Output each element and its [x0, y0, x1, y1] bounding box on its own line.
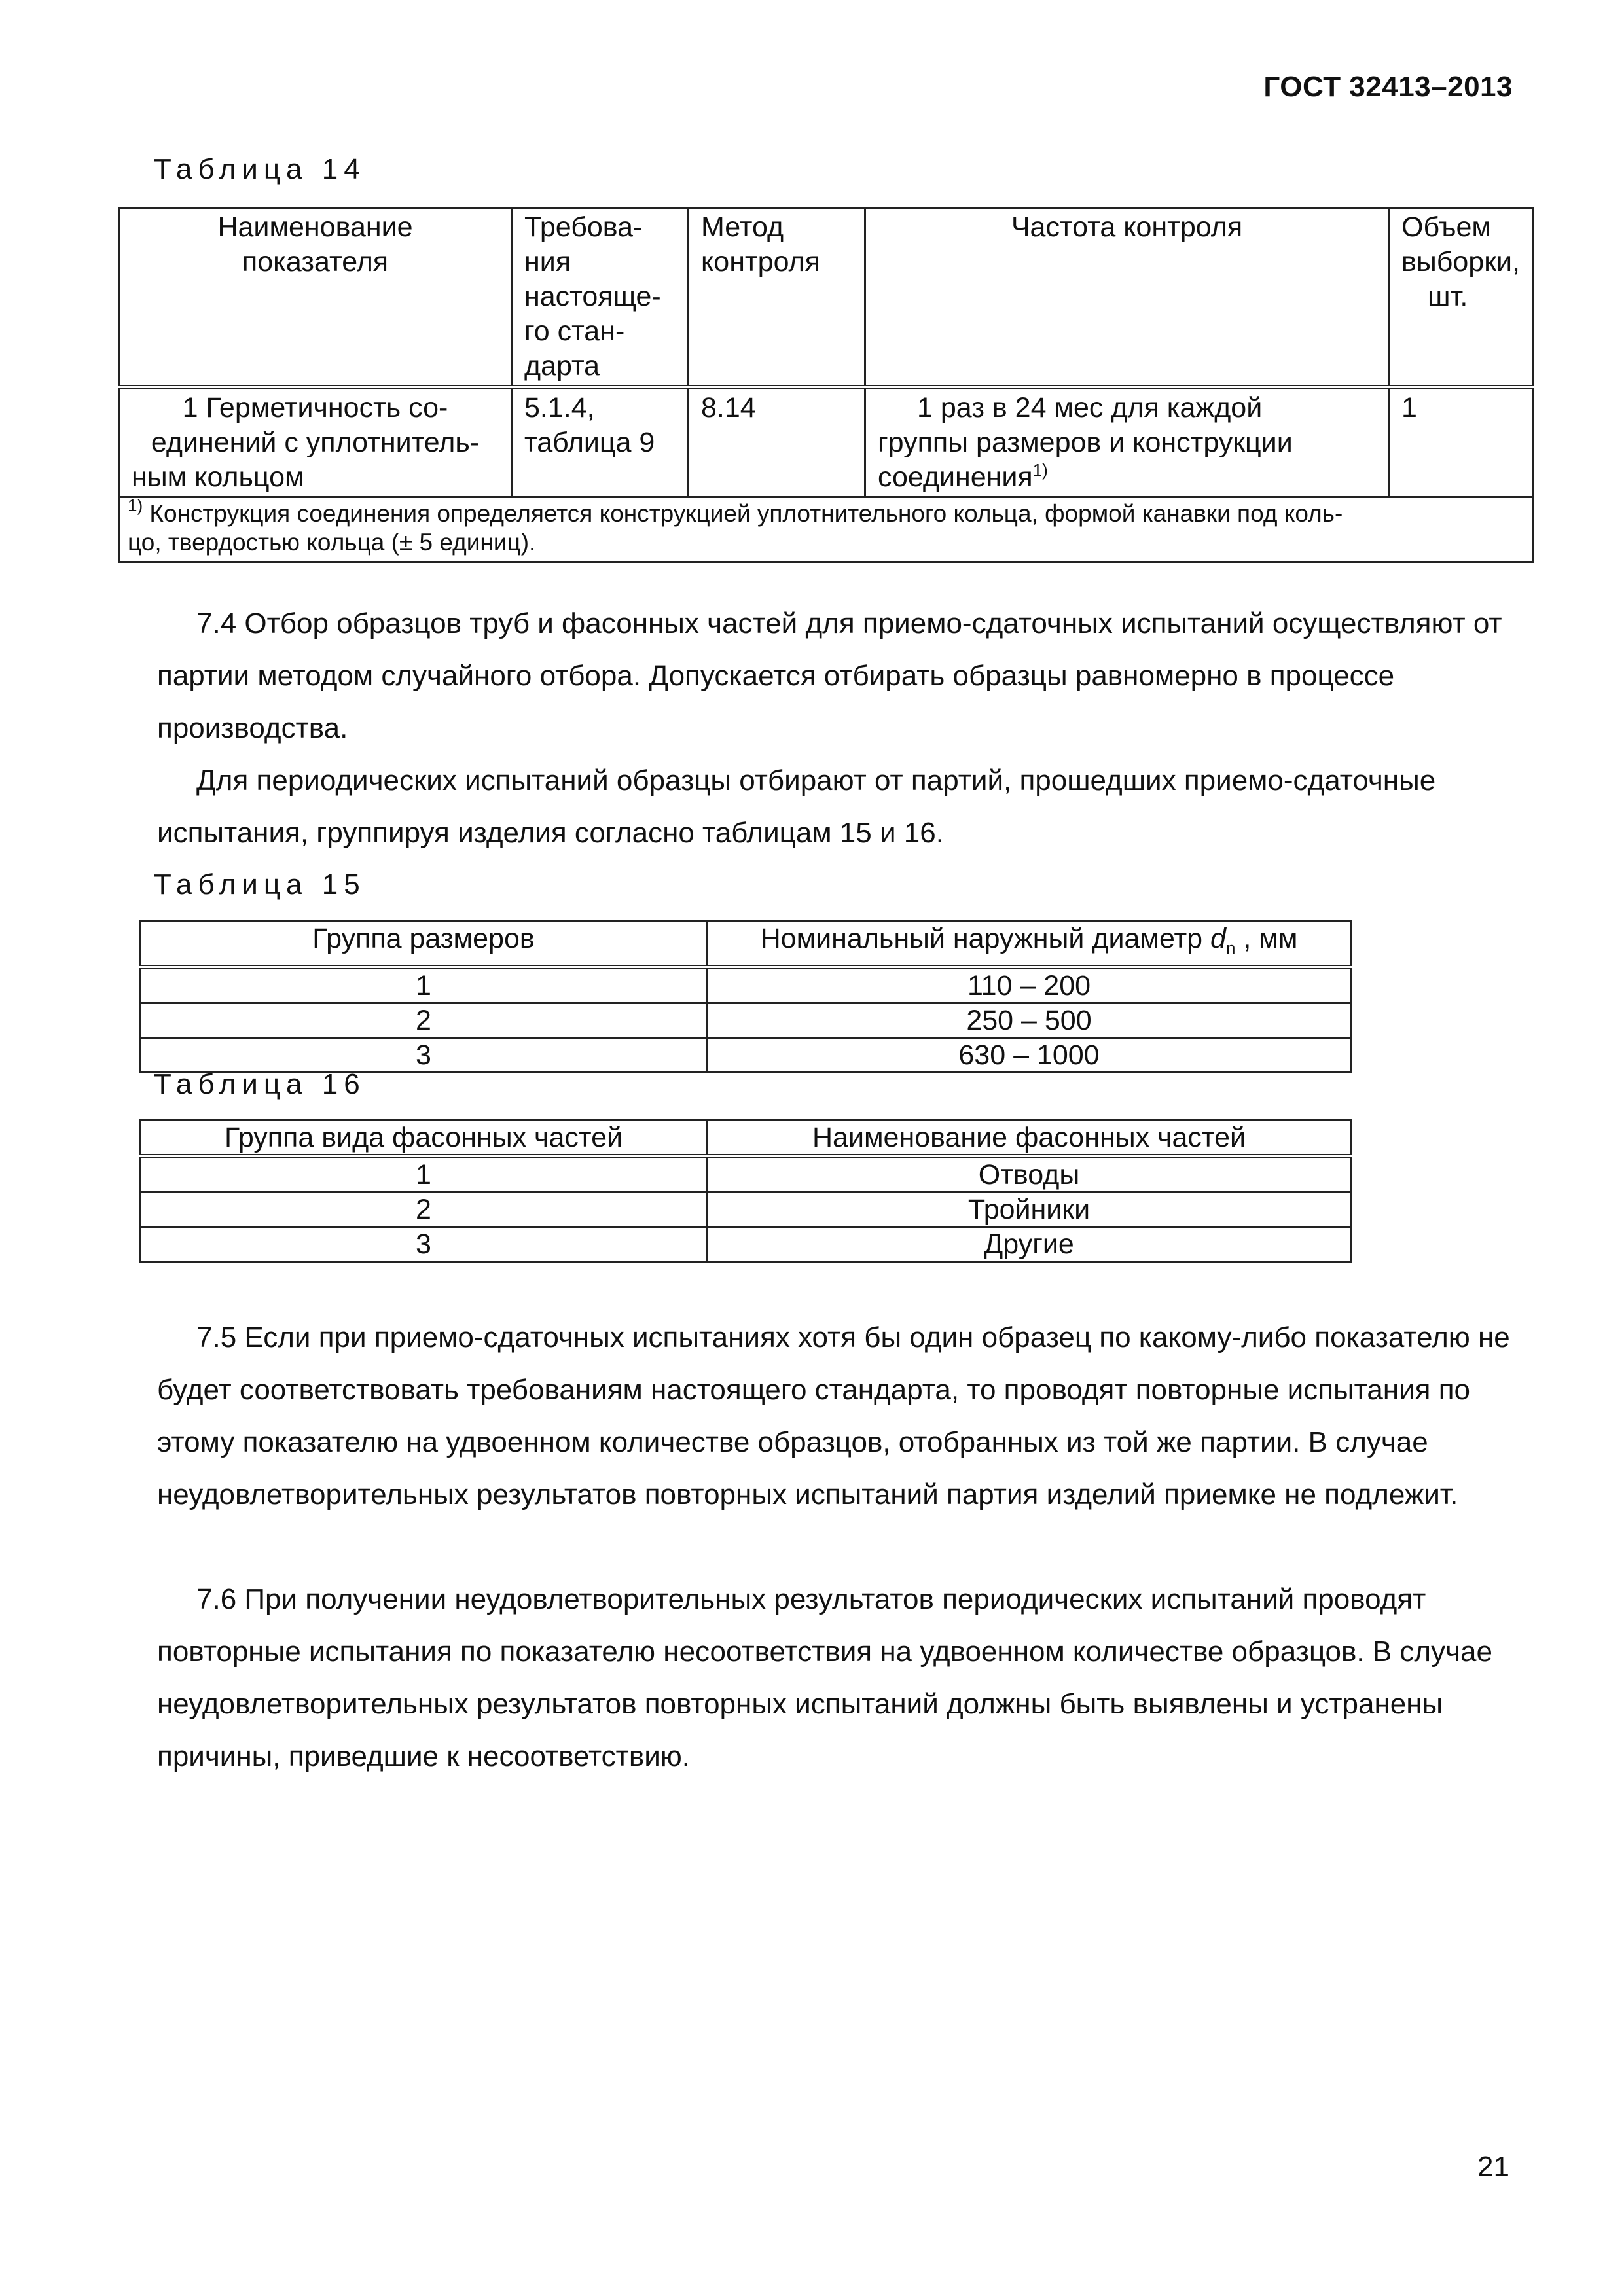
table-row — [141, 1193, 1352, 1227]
text-line: контроля — [701, 246, 820, 278]
table-cell: 2 — [141, 1193, 707, 1227]
table-footnote — [119, 497, 1533, 562]
table-cell: 3 — [141, 1037, 707, 1072]
text-line: цо, твердостью кольца (± 5 единиц). — [128, 529, 536, 556]
table-14-header-row — [119, 208, 1533, 387]
text-line: 5.1.4, — [524, 392, 595, 423]
table-row — [141, 1227, 1352, 1262]
paragraph-7-4: 7.4 Отбор образцов труб и фасонных частей для приемо-сдаточных испытаний осуществляют от партии методом случайного отбора. Допускается отбирать образцы равномерно в процессе производства. — [157, 607, 1502, 744]
text-line: дарта — [524, 350, 600, 382]
table-cell: 1 — [141, 967, 707, 1003]
header-fitting-group: Группа вида фасонных частей — [141, 1121, 707, 1157]
table-cell: Другие — [707, 1227, 1352, 1262]
cell-requirements — [512, 387, 689, 497]
text-line: 1 — [1401, 392, 1417, 423]
table-cell: Отводы — [707, 1157, 1352, 1193]
text-fragment: , мм — [1235, 923, 1298, 954]
table-16-header-row — [141, 1121, 1352, 1157]
table-row — [141, 1157, 1352, 1193]
text-line: 1 Герметичность со- — [182, 392, 448, 423]
table-cell: 250 – 500 — [707, 1003, 1352, 1037]
table-row — [141, 1003, 1352, 1037]
text-line: го стан- — [524, 315, 625, 347]
page-number: 21 — [1477, 2151, 1509, 2183]
document-header: ГОСТ 32413–2013 — [1263, 71, 1513, 103]
text-line: показателя — [242, 246, 389, 278]
text-fragment: Номинальный наружный диаметр — [760, 923, 1211, 954]
text-line: таблица 9 — [524, 427, 655, 458]
text-fragment: Конструкция соединения определяется конструкцией уплотнительного кольца, формой канавки под коль- — [143, 500, 1343, 527]
text-line: Метод — [701, 211, 784, 243]
header-sample-size — [1389, 208, 1533, 387]
text-line: Объем — [1401, 211, 1491, 243]
table-note-row — [119, 497, 1533, 562]
paragraph-7-5: 7.5 Если при приемо-сдаточных испытаниях хотя бы один образец по какому-либо показателю не будет соответствовать требованиям настоящего стандарта, то проводят повторные испытания по этому показателю на удвоенном количестве образцов, отобранных из той же партии. В случае неудовлетворительных результатов повторных испытаний партия изделий приемке не подлежит. — [157, 1321, 1510, 1511]
text-line: единений с уплотнитель- — [151, 427, 480, 458]
table-16-caption: Таблица 16 — [154, 1068, 366, 1100]
footnote-ref: 1) — [1032, 460, 1048, 480]
table-15 — [139, 920, 1352, 1073]
header-indicator-name — [119, 208, 512, 387]
header-control-method — [689, 208, 865, 387]
table-15-header-row — [141, 922, 1352, 967]
table-14-caption: Таблица 14 — [154, 153, 366, 185]
symbol-subscript: n — [1225, 938, 1236, 958]
paragraph-7-6: 7.6 При получении неудовлетворительных результатов периодических испытаний проводят повторные испытания по показателю несоответствия на удвоенном количестве образцов. В случае неудовлетворительных результатов повторных испытаний должны быть выявлены и устранены причины, приведшие к несоответствию. — [157, 1583, 1492, 1772]
text-line: Наименование — [217, 211, 413, 243]
header-nominal-diameter — [707, 922, 1352, 967]
table-14 — [118, 207, 1534, 563]
table-cell: Тройники — [707, 1193, 1352, 1227]
text-line: группы размеров и конструкции — [878, 427, 1293, 458]
header-size-group: Группа размеров — [141, 922, 707, 967]
table-cell: 2 — [141, 1003, 707, 1037]
text-line: настояще- — [524, 281, 661, 312]
table-cell: 3 — [141, 1227, 707, 1262]
text-line: Требова- — [524, 211, 643, 243]
header-requirements — [512, 208, 689, 387]
table-cell: 110 – 200 — [707, 967, 1352, 1003]
text-line: 8.14 — [701, 392, 756, 423]
table-row — [119, 387, 1533, 497]
header-fitting-name: Наименование фасонных частей — [707, 1121, 1352, 1157]
text-line: ным кольцом — [132, 461, 304, 493]
table-row — [141, 967, 1352, 1003]
text-line: выборки, — [1401, 246, 1520, 278]
table-row — [141, 1037, 1352, 1072]
cell-control-frequency — [865, 387, 1389, 497]
table-15-caption: Таблица 15 — [154, 869, 366, 901]
text-line: ния — [524, 246, 571, 278]
symbol-d: d — [1210, 923, 1226, 954]
text-line: 1 раз в 24 мес для каждой — [917, 392, 1263, 423]
header-control-frequency — [865, 208, 1389, 387]
text-line: Частота контроля — [1011, 211, 1243, 243]
text-line: шт. — [1428, 281, 1468, 312]
text-line — [878, 460, 1376, 495]
text-fragment: соединения — [878, 461, 1033, 493]
table-cell: 1 — [141, 1157, 707, 1193]
table-16 — [139, 1119, 1352, 1263]
cell-sample-size — [1389, 387, 1533, 497]
footnote-mark: 1) — [128, 495, 143, 515]
cell-control-method — [689, 387, 865, 497]
cell-indicator-name — [119, 387, 512, 497]
paragraph-periodic: Для периодических испытаний образцы отбирают от партий, прошедших приемо-сдаточные испытания, группируя изделия согласно таблицам 15 и 16. — [157, 764, 1436, 849]
table-cell: 630 – 1000 — [707, 1037, 1352, 1072]
text-line — [128, 495, 1524, 528]
